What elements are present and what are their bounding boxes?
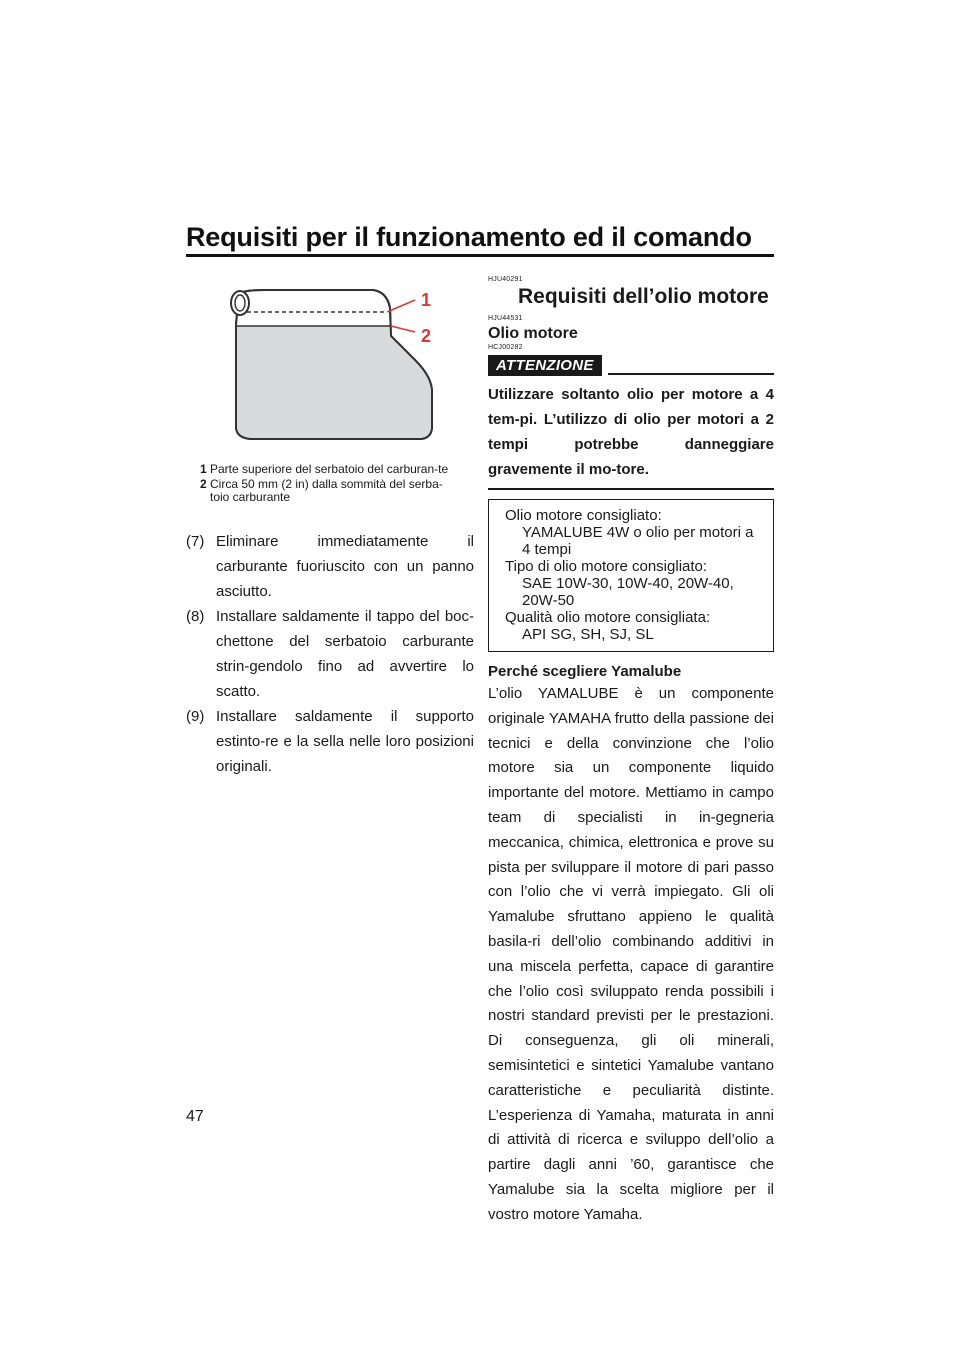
oil-spec-box bbox=[488, 499, 774, 652]
right-column bbox=[488, 276, 774, 1228]
page-number: 47 bbox=[186, 1108, 204, 1125]
page-title: Requisiti per il funzionamento ed il comando bbox=[186, 222, 752, 252]
caption-1 bbox=[200, 463, 462, 476]
spec-label: Olio motore consigliato: bbox=[505, 507, 662, 524]
fuel-tank-figure bbox=[225, 280, 450, 445]
spec-value: SAE 10W-30, 10W-40, 20W-40, 20W-50 bbox=[522, 575, 734, 609]
caption-text: Circa 50 mm (2 in) dalla sommità del serba-toio carburante bbox=[210, 477, 443, 504]
reference-code: HJU40291 bbox=[488, 276, 523, 283]
step-number: (9) bbox=[186, 708, 205, 725]
step-number: (8) bbox=[186, 608, 205, 625]
caption-text: Parte superiore del serbatoio del carburan-te bbox=[210, 462, 449, 476]
callout-2: 2 bbox=[421, 326, 432, 346]
step-text: Installare saldamente il supporto estinto-re e la sella nelle loro posizioni originali. bbox=[216, 708, 474, 775]
caption-number: 1 bbox=[200, 462, 207, 476]
step-text: Eliminare immediatamente il carburante fuoriuscito con un panno asciutto. bbox=[216, 533, 474, 600]
spec-value: YAMALUBE 4W o olio per motori a 4 tempi bbox=[522, 524, 754, 558]
fuel-level-fill bbox=[236, 326, 432, 439]
spec-label: Qualità olio motore consigliata: bbox=[505, 609, 711, 626]
step-number: (7) bbox=[186, 533, 205, 550]
spec-value: API SG, SH, SJ, SL bbox=[522, 626, 654, 643]
figure-captions bbox=[200, 463, 462, 506]
caption-number: 2 bbox=[200, 477, 207, 491]
procedure-steps bbox=[186, 529, 474, 779]
sub-title: Olio motore bbox=[488, 325, 578, 342]
caution-rule-bottom bbox=[488, 488, 774, 490]
section-title: Requisiti dell’olio motore bbox=[518, 285, 769, 308]
reference-code: HJU44531 bbox=[488, 315, 523, 322]
spec-label: Tipo di olio motore consigliato: bbox=[505, 558, 708, 575]
caption-2 bbox=[200, 478, 462, 504]
body-text: L’olio YAMALUBE è un componente originale YAMAHA frutto della passione dei tecnici e della convinzione che l’olio motore sia un componente liquido importante del motore. Mettiamo in campo team di specialisti in in-gegneria meccanica, chimica, elettronica e prove su pista per sviluppare il motore di pari passo con l’olio che vi verrà impiegato. Gli oli Yamalube sfruttano appieno le qualità basila-ri dell’olio combinando additivi in una miscela perfetta, capace di garantire che l’olio così sviluppato renda possibili i nostri standard previsti per le prestazioni. Di conseguenza, gli oli minerali, semisintetici e sintetici Yamalube vantano caratteristiche e peculiarità distinte. L’esperienza di Yamaha, maturata in anni di attività di ricerca e sviluppo dell’olio a partire dagli anni ’60, garantisce che Yamalube sia la scelta migliore per il vostro motore Yamaha. bbox=[488, 685, 774, 1223]
caution-badge: ATTENZIONE bbox=[488, 355, 602, 376]
title-rule bbox=[186, 254, 774, 257]
fuel-tank-diagram bbox=[225, 280, 450, 445]
body-heading: Perché scegliere Yamalube bbox=[488, 663, 682, 680]
reference-code: HCJ00282 bbox=[488, 344, 523, 351]
step-8 bbox=[186, 604, 474, 704]
step-9 bbox=[186, 704, 474, 779]
caution-header bbox=[488, 355, 774, 376]
caution-rule-top bbox=[608, 373, 774, 375]
step-7 bbox=[186, 529, 474, 604]
step-text: Installare saldamente il tappo del boc-chettone del serbatoio carburante strin-gendolo fino ad avvertire lo scatto. bbox=[216, 608, 474, 700]
callout-1: 1 bbox=[421, 290, 432, 310]
caution-text: Utilizzare soltanto olio per motore a 4 tem-pi. L’utilizzo di olio per motori a 2 tempi potrebbe danneggiare gravemente il mo-tore. bbox=[488, 386, 774, 478]
